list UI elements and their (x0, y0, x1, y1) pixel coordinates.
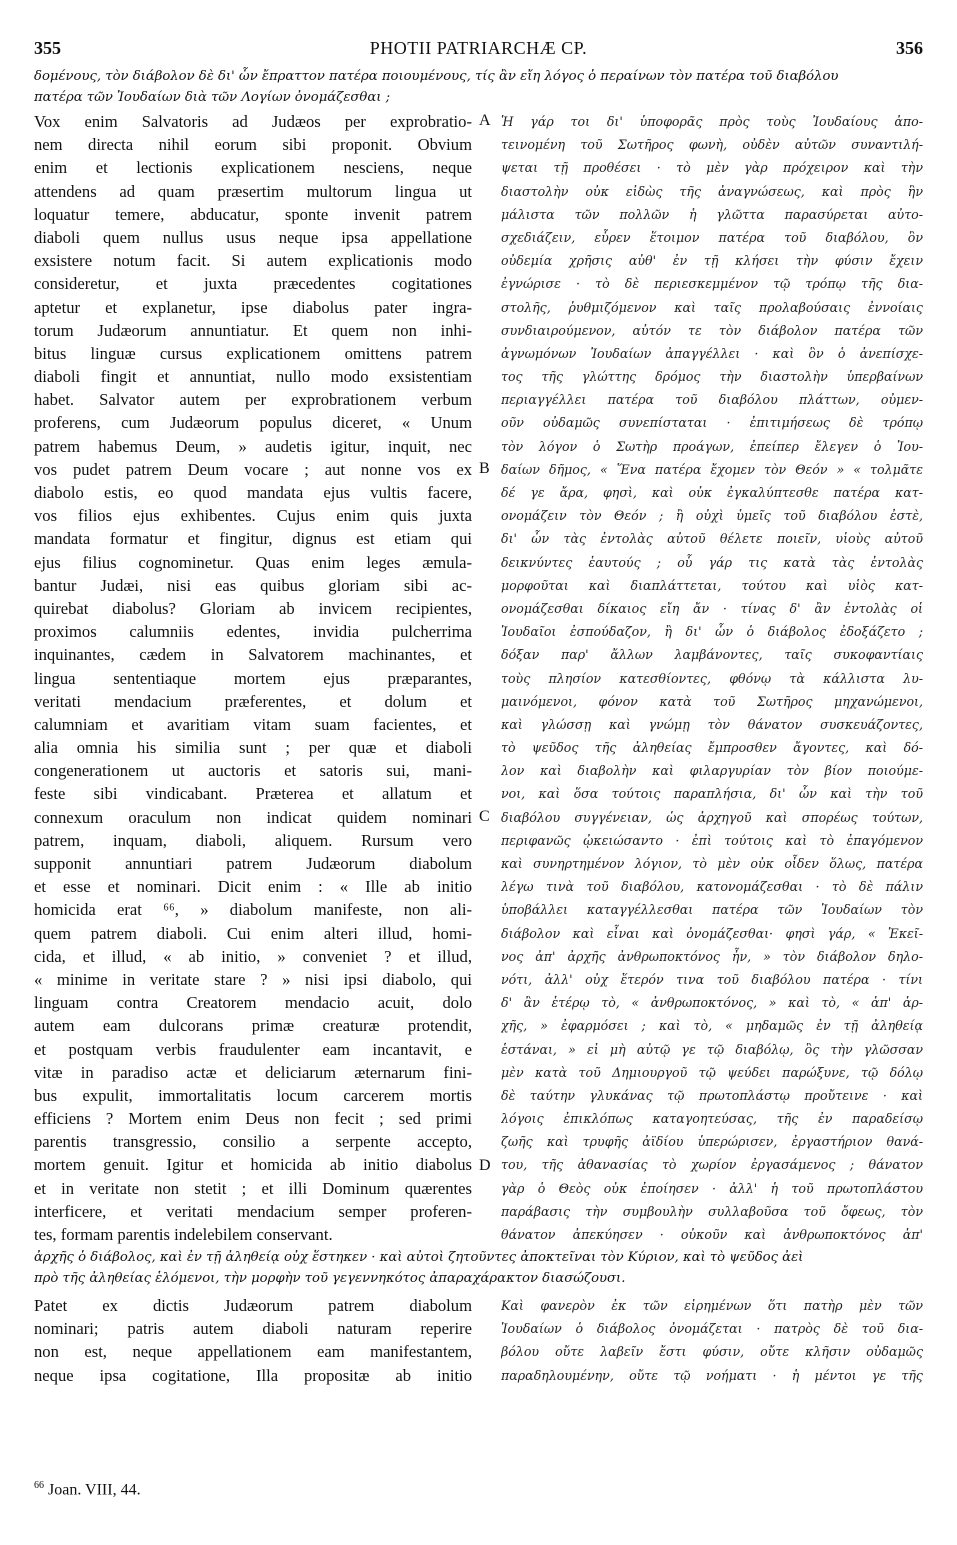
text-line: τος τῆς γλώττης δρόμος τὴν διαστολὴν ὑπερβαίνων (501, 369, 923, 385)
text-line: χῆς, » ἐφαρμόσει ; καὶ τὸ, « μηδαμῶς ἐν τῇ ἀληθείᾳ (501, 1018, 923, 1034)
text-line: nem directa nihil eorum sibi proponit. Obvium (34, 135, 472, 155)
text-line: σχεδιάζειν, εὗρεν ἕτοιμον πατέρα τοῦ διαβόλου, ὃν (501, 229, 923, 245)
text-line: neque ipsa cogitatione, Illa propositæ ab initio (34, 1365, 472, 1385)
text-line: bantur Judæi, nisi eas quibus gloriam sibi ac- (34, 575, 472, 595)
text-line: νος ἀπ' ἀρχῆς ἀνθρωποκτόνος ἦν, » τὸν διάβολον δηλο- (501, 948, 923, 964)
text-line: οὐδεμία χρῆσις αὐθ' ἐν τῇ κλήσει τὴν φύσιν ἔχειν (501, 253, 923, 269)
text-line: inquinantes, cædem in Salvatorem machinantes, et (34, 645, 472, 665)
text-line: vos filios ejus exhibentes. Cujus enim quis juxta (34, 506, 472, 526)
text-line: ἑστάναι, » εἰ μὴ αὐτῷ γε τῷ διαβόλῳ, ὃς τὴν γλῶσσαν (501, 1041, 923, 1057)
text-line: παραδηλουμένην, οὔτε τῷ νοήματι · ἡ μέντοι γε τῆς (501, 1367, 923, 1383)
text-line: δαίων δῆμος, « Ἕνα πατέρα ἔχομεν τὸν Θεόν » « τολμᾶτε (501, 461, 923, 477)
margin-marker-a: A (479, 112, 491, 129)
latin-column (34, 110, 472, 1246)
text-line: διαβόλου συγγένειαν, ὡς ἀρχηγοῦ καὶ σπορέως τούτων, (501, 809, 923, 825)
margin-marker-b: B (479, 460, 490, 477)
text-line: ejus filius cognominetur. Quas enim leges æmula- (34, 552, 472, 572)
margin-marker-c: C (479, 808, 490, 825)
text-line: τὸν λόγον ὁ Σωτὴρ προάγων, ἐπείπερ ἔλεγεν ὁ Ἰου- (501, 438, 923, 454)
text-line: δι' ὧν τὰς ἐντολὰς αὐτοῦ θέλετε ποιεῖν, υἱοὺς αὐτοῦ (501, 531, 923, 547)
text-line: τεινομένη τοῦ Σωτῆρος φωνὴ, οὐδὲν αὐτῶν συναντιλή- (501, 137, 923, 153)
text-line: τοὺς πλησίον κατεσθίοντες, φθόνῳ τὰ κάλλιστα λυ- (501, 670, 923, 686)
greek-intro-lines (34, 66, 923, 108)
text-line: diaboli fingit et annuntiat, nullo modo exsistentiam (34, 367, 472, 387)
text-line: διάβολον καὶ εἶναι καὶ ὀνομάζεσθαι· φησὶ γάρ, « Ἐκεῖ- (501, 925, 923, 941)
text-line: μάλιστα τῶν πολλῶν ἡ γλῶττα παρασύρεται αὐτο- (501, 206, 923, 222)
text-line: autem eam dulcorans primæ creaturæ protendit, (34, 1016, 472, 1036)
greek-full-width-lines (34, 1247, 923, 1289)
text-line: Καὶ φανερὸν ἐκ τῶν εἰρημένων ὅτι πατὴρ μὲν τῶν (501, 1298, 923, 1313)
page-number-left: 355 (34, 38, 61, 58)
text-line: habet. Salvator autem per exprobrationem verbum (34, 390, 472, 410)
text-line: ψεται τῇ προθέσει · τὸ μὲν γὰρ πρόχειρον καὶ τὴν (501, 160, 923, 176)
text-line: lingua sententiaque mortem ejus præparantes, (34, 668, 472, 688)
footnote-number: 66 (34, 1480, 44, 1491)
text-line: mandata formatur et fingitur, dignus est etiam qui (34, 529, 472, 549)
text-line: ἐγνώρισε · τὸ δὲ περιεσκεμμένον τῷ τρόπῳ τῆς δια- (501, 276, 923, 292)
text-line: ἀγνωμόνων Ἰουδαίων ἀπαγγέλλει · καὶ ὃν ὁ ἀνεπίσχε- (501, 345, 923, 361)
footnote-text: Joan. VIII, 44. (48, 1481, 141, 1499)
text-line: attendens ad quam præsertim multorum lingua ut (34, 181, 472, 201)
text-line: torum Judæorum annuntiatur. Et quem non inhi- (34, 320, 472, 340)
text-line: καὶ συνηρτημένον λόγιον, τὸ μὲν οὐκ οἶδεν ὅλως, πατέρα (501, 856, 923, 871)
text-line: πατέρα τῶν Ἰουδαίων διὰ τῶν Λογίων ὀνομάζεσθαι ; (34, 90, 391, 105)
text-line: calumniam et avaritiam vitam suam facientes, et (34, 714, 472, 734)
text-line: et postquam verbis fraudulenter eam incantavit, e (34, 1039, 472, 1059)
text-line: loquatur temere, abducatur, sponte invenit patrem (34, 204, 472, 224)
text-line: ονομάζειν τὸν Θεόν ; ἢ οὐχὶ ὑμεῖς τοῦ διαβόλου ἐστὲ, (501, 508, 923, 524)
text-line: et esse et nominari. Dicit enim : « Ille ab initio (34, 877, 472, 897)
greek-column-lower (501, 1294, 923, 1387)
text-line: δὲ ταύτην γλυκάνας τῷ πρωτοπλάστῳ προὔτεινε · καὶ (501, 1087, 923, 1103)
text-line: καὶ γλώσσῃ καὶ γνώμῃ τὸν θάνατον συσκευάζοντες, (501, 716, 923, 732)
text-line: δομένους, τὸν διάβολον δὲ δι' ὧν ἔπραττον πατέρα ποιουμένους, τίς ἂν εἴη λόγος ὁ περαίνων τὸν πατέρα τοῦ διαβόλου (34, 69, 839, 84)
text-line: veritati mendacium præferentes, et dolum et (34, 691, 472, 711)
text-line: bus expulit, immortalitatis locum carcerem mortis (34, 1085, 472, 1105)
text-line: quem patrem diaboli. Cui enim alteri illud, homi- (34, 923, 472, 943)
page-header (34, 38, 923, 64)
text-line: λέγω τινὰ τοῦ διαβόλου, κατονομάζεσθαι · τὸ δὲ πάλιν (501, 879, 923, 895)
text-line: patrem habemus Deum, » audetis igitur, inquit, nec (34, 436, 472, 456)
greek-column (501, 110, 923, 1246)
text-line: μαινόμενοι, φόνον κατὰ τοῦ Σωτῆρος μηχανώμενοι, (501, 693, 923, 709)
text-line: Vox enim Salvatoris ad Judæos per exprobratio- (34, 112, 472, 131)
text-line: feste sibi vindicabant. Præterea et allatum et (34, 784, 472, 804)
text-line: congenerationem ut auctoris et satoris sui, mani- (34, 761, 472, 781)
text-line: diabolo estis, eo quod mandata ejus vultis facere, (34, 483, 472, 502)
text-line: quirebat diabolus? Gloriam ab invicem recipientes, (34, 598, 472, 618)
text-line: δεικνύντες ἑαυτούς ; οὗ γάρ τις κατὰ τὰς ἐντολὰς (501, 554, 923, 570)
text-line: aptetur et explanetur, ipse diabolus pater ingra- (34, 297, 472, 317)
text-line: vos pudet patrem Deum vocare ; aut nonne vos ex (34, 459, 472, 479)
text-line: tes, formam parentis indelebilem conservant. (34, 1225, 333, 1244)
latin-column-lower (34, 1294, 472, 1387)
text-line: διαστολὴν οὐκ εἰδὼς τῆς ἀναγνώσεως, καὶ πρὸς ἣν (501, 183, 923, 199)
text-line: ὑποβάλλει καταγγέλλεσθαι πατέρα τῶν Ἰουδαίων τὸν (501, 902, 923, 918)
text-line: συνδιαιρούμενον, αὐτόν τε τὸν διάβολον πατέρα τῶν (501, 322, 923, 338)
text-line: δέ γε ἄρα, φησὶ, καὶ οὐκ ἐγκαλύπτεσθε πατέρα κατ- (501, 485, 923, 500)
text-line: μορφοῦται καὶ διαπλάττεται, τούτου καὶ υἱὸς κατ- (501, 577, 923, 593)
text-line: νοι, καὶ ὅσα τούτοις παραπλήσια, δι' ὧν καὶ τὴν τοῦ (501, 786, 923, 802)
text-line: τὸ ψεῦδος τῆς ἀληθείας ἔμπροσθεν ἄγοντες, καὶ δό- (501, 740, 923, 756)
text-line: στολῆς, ῥυθμιζόμενον καὶ ταῖς προλαβούσαις ἐννοίαις (501, 299, 923, 315)
text-line: mortem genuit. Igitur et homicida ab initio diabolus (34, 1155, 472, 1175)
text-line: βόλου οὔτε λαβεῖν ἔστι φύσιν, οὔτε κλῆσιν οὐδαμῶς (501, 1344, 923, 1360)
text-line: et in veritate non stetit ; et illi Dominum quærentes (34, 1178, 472, 1198)
text-line: Patet ex dictis Judæorum patrem diabolum (34, 1296, 472, 1315)
text-line: πρὸ τῆς ἀληθείας ἑλόμενοι, τὴν μορφὴν τοῦ γεγεννηκότος ἀπαραχάρακτον διασώζουσι. (34, 1271, 626, 1286)
text-line: λον καὶ διαβολὴν καὶ φιλαργυρίαν τὸν βίον ποιούμε- (501, 763, 923, 779)
text-line: παράβασις τὴν συμβουλὴν συλλαβοῦσα τοῦ ὄφεως, τὸν (501, 1203, 923, 1219)
text-line: patrem, inquam, diaboli, aliquem. Rursum vero (34, 830, 472, 850)
text-line: « minime in veritate stare ? » nisi ipsi diabolo, qui (34, 969, 472, 989)
running-title: PHOTII PATRIARCHÆ CP. (369, 38, 588, 58)
text-line: οῦν οὐδαμῶς συνεπίσταται · ἐπιτιμήσεως δὲ τρόπῳ (501, 415, 923, 431)
text-line: connexum oraculum non indicat quidem nominari (34, 807, 472, 827)
page-number-right: 356 (896, 38, 923, 58)
text-line: γὰρ ὁ Θεὸς οὐκ ἐποίησεν · ἀλλ' ἡ τοῦ πρωτοπλάστου (501, 1180, 923, 1196)
text-line: supponit annuntiari patrem Judæorum diabolum (34, 854, 472, 873)
text-line: bitus linguæ cursus explicationem omittens patrem (34, 343, 472, 363)
text-line: ονομάζεσθαι δίκαιος εἴη ἄν · τίνας δ' ἂν ἐντολὰς οἱ (501, 600, 923, 616)
text-line: vitæ in paradiso actæ et deliciarum æternarum fini- (34, 1062, 472, 1082)
text-line: μὲν κατὰ τοῦ Δημιουργοῦ τῷ ψεύδει παρώξυνε, τῷ δόλῳ (501, 1064, 923, 1080)
text-line: ζωῆς καὶ τρυφῆς ἀϊδίου ὑπερώρισεν, ἐργαστήριον θανά- (501, 1134, 923, 1150)
text-line: parentis transgressio, consilio a serpente accepto, (34, 1132, 472, 1152)
text-line: λόγοις ἐπικλόπως καταγοητεύσας, τῆς ἐν παραδείσῳ (501, 1111, 923, 1127)
text-line: περιφανῶς ᾠκειώσαντο · ἐπὶ τούτοις καὶ τὸ ἐπαγόμενον (501, 832, 923, 848)
text-line: δόξαν παρ' ἄλλων λαμβάνοντες, ταῖς συκοφαντίαις (501, 647, 923, 663)
text-line: non est, neque appellationem eam manifestantem, (34, 1342, 472, 1362)
text-line: ἀρχῆς ὁ διάβολος, καὶ ἐν τῇ ἀληθείᾳ οὐχ ἕστηκεν · καὶ αὐτοὶ ζητοῦντες ἀποκτεῖναι τὸν Κύριον, καὶ τὸ ψεῦδος ἀεὶ (34, 1250, 804, 1265)
margin-marker-d: D (479, 1157, 491, 1174)
text-line: efficiens ? Mortem enim Deus non fecit ; sed primi (34, 1109, 472, 1129)
text-line: linguam contra Creatorem mendacio acuit, dolo (34, 993, 472, 1013)
text-line: nominari; patris autem diaboli naturam reperire (34, 1319, 472, 1339)
text-line: diaboli quem nullus usus neque ipsa appellatione (34, 227, 472, 247)
text-line: proximos calumniis edentes, invidia pulcherrima (34, 622, 472, 642)
text-line: Ἰουδαῖοι ἐσπούδαζον, ἢ δι' ὧν ὁ διάβολος ἐδοξάζετο ; (501, 624, 923, 640)
text-line: Ἰουδαίων ὁ διάβολος ὀνομάζεται · πατρὸς δὲ τοῦ δια- (501, 1321, 923, 1337)
text-line: θάνατον ἀπεκύησεν · οὐκοῦν καὶ ἀνθρωποκτόνος ἀπ' (501, 1227, 923, 1242)
text-line: interficere, et veritati mendacium semper proferen- (34, 1201, 472, 1221)
text-line: περιαγγέλλει πατέρα τοῦ διαβόλου πλάττων, οὐμεν- (501, 392, 923, 408)
text-line: proferens, cum Judæorum populus diceret, « Unum (34, 413, 472, 433)
text-line: exsistere notum facit. Si autem explicationis modo (34, 251, 472, 271)
text-line: cida, et illud, « ab initio, » conveniet ? et illud, (34, 946, 472, 966)
text-line: alia omnia his similia sunt ; per quæ et diaboli (34, 738, 472, 758)
text-line: Ἡ γάρ τοι δι' ὑποφορᾶς πρὸς τοὺς Ἰουδαίους ἀπο- (501, 114, 923, 129)
text-line: δ' ἂν ἑτέρῳ τὸ, « ἀνθρωποκτόνος, » καὶ τὸ, « ἀπ' ἀρ- (501, 995, 923, 1011)
text-line: enim et lectionis explicationem nesciens, neque (34, 158, 472, 178)
text-line: consideretur, et juxta præcedentes cogitationes (34, 274, 472, 294)
footnote (34, 1480, 141, 1499)
text-line: homicida erat ⁶⁶, » diabolum manifeste, non ali- (34, 900, 472, 920)
text-line: νότι, ἀλλ' οὐχ ἕτερόν τινα τοῦ διαβόλου πατέρα · τίνι (501, 971, 923, 987)
text-line: του, τῆς ἀθανασίας τὸ χωρίον ἐργασάμενος ; θάνατον (501, 1157, 923, 1173)
